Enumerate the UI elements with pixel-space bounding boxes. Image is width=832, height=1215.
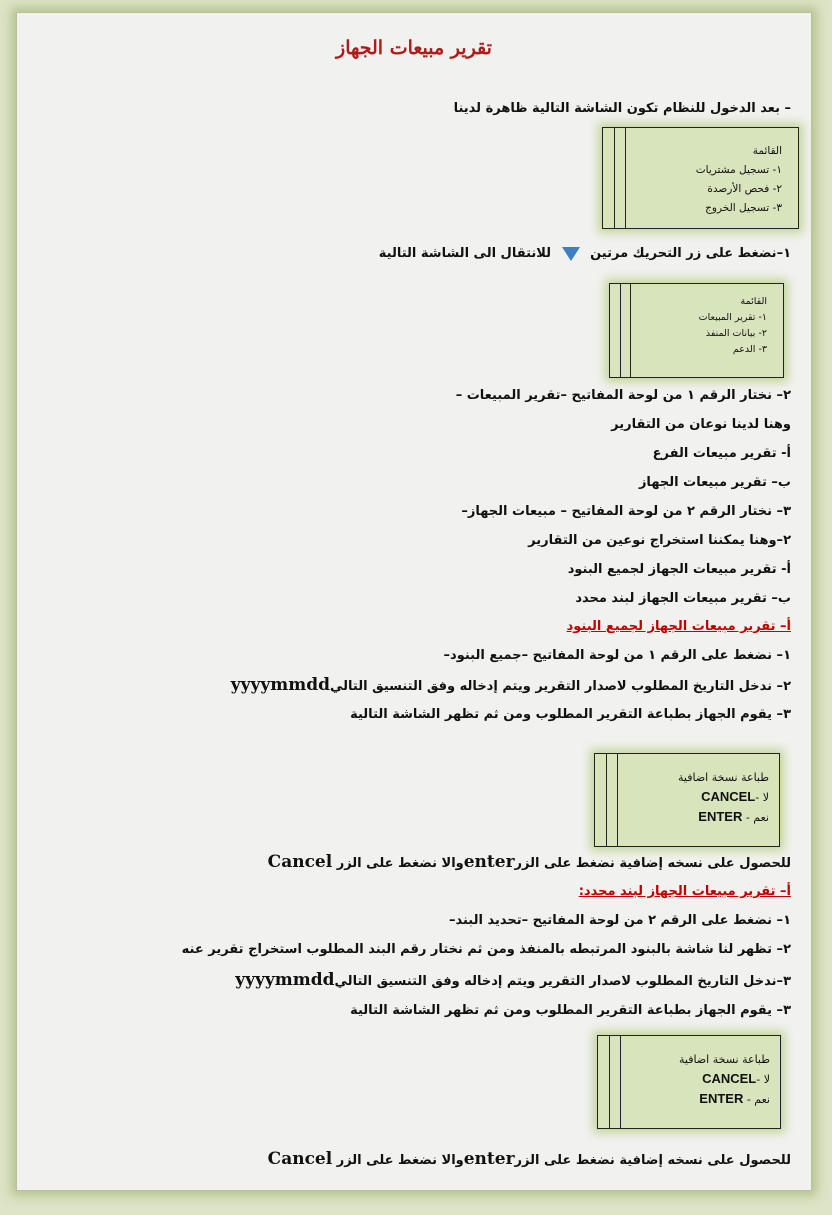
cancel-key: Cancel: [267, 1149, 333, 1169]
menu-heading: القائمة: [740, 296, 767, 307]
print-option-yes: نعم - ENTER: [699, 1091, 770, 1106]
down-triangle-icon: [562, 247, 580, 261]
print-copy-screen: [597, 1035, 781, 1129]
menu-border-line: [614, 128, 615, 228]
menu-border-line: [625, 128, 626, 228]
instruction-line: أ- تقرير مبيعات الفرع: [652, 446, 791, 461]
copy-note: للحصول على نسخه إضافية نضغط على الزرenterوالا نضغط على الزر Cancel: [267, 852, 791, 872]
menu-item: ٣- تسجيل الخروج: [705, 202, 782, 214]
instruction-line: ١– نضغط على الرقم ١ من لوحة المفاتيح –جميع البنود–: [443, 648, 791, 663]
reports-menu-screen: [609, 283, 784, 378]
instruction-line: ٢– تظهر لنا شاشة بالبنود المرتبطه بالمنفذ ومن ثم نختار رقم البند المطلوب استخراج تقرير عنه: [181, 942, 791, 957]
instruction-line: ٢–وهنا يمكننا استخراج نوعين من التقارير: [528, 533, 791, 548]
scroll-instruction: [379, 246, 791, 261]
document-page: [16, 12, 812, 1191]
print-option-yes: نعم - ENTER: [698, 809, 769, 824]
menu-item: ٣- الدعم: [732, 344, 767, 355]
instruction-line: ب– تقرير مبيعات الجهاز: [638, 475, 791, 490]
instruction-line: ٣– يقوم الجهاز بطباعة التقرير المطلوب ومن ثم تظهر الشاشة التالية: [350, 707, 791, 722]
main-menu-screen: [602, 127, 799, 229]
menu-border-line: [620, 1036, 621, 1128]
menu-item: ١- تسجيل مشتريات: [695, 164, 782, 176]
menu-heading: القائمة: [752, 145, 782, 157]
page-title: تقرير مبيعات الجهاز: [336, 37, 492, 59]
menu-border-line: [620, 284, 621, 377]
date-format: yyyymmdd: [235, 970, 335, 990]
enter-key: enter: [463, 852, 515, 872]
section-heading-one-item: أ– تقرير مبيعات الجهاز لبند محدد:: [578, 884, 791, 899]
section-heading-all-items: أ– تقرير مبيعات الجهاز لجميع البنود: [566, 619, 791, 634]
menu-border-line: [630, 284, 631, 377]
menu-item: ٢- فحص الأرصدة: [707, 183, 782, 195]
menu-border-line: [606, 754, 607, 846]
print-option-no: لا -CANCEL: [701, 789, 769, 804]
menu-item: ٢- بيانات المنفذ: [705, 328, 767, 339]
date-format-line: [235, 970, 791, 990]
print-copy-screen: [594, 753, 780, 847]
instruction-line: ٣– نختار الرقم ٢ من لوحة المفاتيح – مبيعات الجهاز–: [461, 504, 791, 519]
instruction-line: وهنا لدينا نوعان من التقارير: [611, 417, 791, 432]
enter-key: enter: [463, 1149, 515, 1169]
scroll-instruction-text: ١–نضغط على زر التحريك مرتين: [590, 246, 791, 261]
menu-item: ١- تقرير المبيعات: [698, 312, 767, 323]
print-heading: طباعة نسخة اضافية: [679, 1053, 770, 1066]
copy-note: للحصول على نسخه إضافية نضغط على الزرenterوالا نضغط على الزر Cancel: [267, 1149, 791, 1169]
instruction-line: ٣– يقوم الجهاز بطباعة التقرير المطلوب ومن ثم تظهر الشاشة التالية: [350, 1003, 791, 1018]
date-format-line: [231, 675, 791, 695]
instruction-text: ٣–ندخل التاريخ المطلوب لاصدار التقرير ويتم إدخاله وفق التنسيق التالي: [334, 974, 791, 989]
instruction-line: ٢– نختار الرقم ١ من لوحة المفاتيح –تقرير المبيعات –: [455, 388, 791, 403]
scroll-instruction-text: للانتقال الى الشاشة التالية: [378, 246, 552, 261]
print-heading: طباعة نسخة اضافية: [678, 771, 769, 784]
instruction-line: ب– تقرير مبيعات الجهاز لبند محدد: [575, 591, 791, 606]
print-option-no: لا -CANCEL: [702, 1071, 770, 1086]
instruction-line: أ- تقرير مبيعات الجهاز لجميع البنود: [567, 562, 791, 577]
menu-border-line: [617, 754, 618, 846]
instruction-text: ٢– ندخل التاريخ المطلوب لاصدار التقرير ويتم إدخاله وفق التنسيق التالي: [330, 679, 791, 694]
instruction-line: ١– نضغط على الرقم ٢ من لوحة المفاتيح –تحديد البند–: [448, 913, 791, 928]
cancel-key: Cancel: [267, 852, 333, 872]
intro-text: – بعد الدخول للنظام تكون الشاشة التالية ظاهرة لدينا: [453, 101, 791, 116]
date-format: yyyymmdd: [230, 675, 331, 695]
menu-border-line: [609, 1036, 610, 1128]
